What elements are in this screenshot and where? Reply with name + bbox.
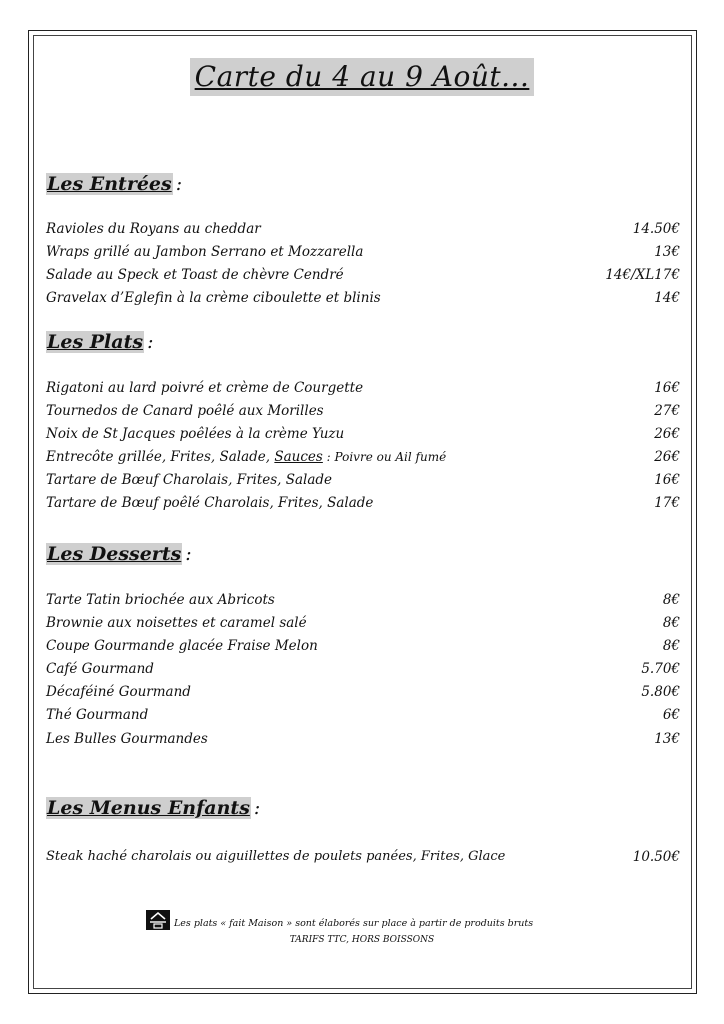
dish-name: Tartare de Bœuf poêlé Charolais, Frites, Salade xyxy=(46,495,374,511)
dish-name: Wraps grillé au Jambon Serrano et Mozzarella xyxy=(46,244,364,260)
menu-item xyxy=(46,446,680,468)
tarifs-note: TARIFS TTC, HORS BOISSONS xyxy=(289,935,435,945)
menu-item xyxy=(46,423,680,445)
menu-item xyxy=(46,241,680,263)
dish-price: 14€ xyxy=(654,290,680,306)
dish-name: Ravioles du Royans au cheddar xyxy=(46,221,261,237)
menu-item xyxy=(46,681,680,703)
menu-item xyxy=(46,846,680,868)
menu-item xyxy=(46,635,680,657)
section-heading-menus-enfants: Les Menus Enfants : xyxy=(47,797,261,819)
dish-name: Brownie aux noisettes et caramel salé xyxy=(46,615,307,631)
menu-item xyxy=(46,377,680,399)
menu-item xyxy=(46,287,680,309)
dish-name: Salade au Speck et Toast de chèvre Cendré xyxy=(46,267,344,283)
dish-price: 8€ xyxy=(662,592,680,608)
dish-name-main: Entrecôte grillée, Frites, Salade, xyxy=(46,449,271,465)
menu-item xyxy=(46,728,680,750)
dish-price: 16€ xyxy=(654,472,680,488)
dish-price: 17€ xyxy=(654,495,680,511)
dish-name: Café Gourmand xyxy=(46,661,154,677)
dish-price: 26€ xyxy=(654,426,680,442)
dish-price: 26€ xyxy=(654,449,680,465)
menu-item xyxy=(46,492,680,514)
dish-name: Noix de St Jacques poêlées à la crème Yuzu xyxy=(46,426,345,442)
dish-price: 27€ xyxy=(654,403,680,419)
dish-price: 6€ xyxy=(662,707,680,723)
dish-name: Gravelax d’Eglefin à la crème ciboulette et blinis xyxy=(46,290,381,306)
fait-maison-logo-icon xyxy=(146,910,170,930)
menu-item xyxy=(46,264,680,286)
dish-price: 14€/XL17€ xyxy=(605,267,680,283)
dish-price: 13€ xyxy=(654,731,680,747)
dish-price: 10.50€ xyxy=(632,849,680,865)
dish-name: Rigatoni au lard poivré et crème de Courgette xyxy=(46,380,364,396)
section-heading-desserts: Les Desserts : xyxy=(47,543,192,565)
section-heading-label: Les Menus Enfants xyxy=(47,797,250,819)
dish-name: Les Bulles Gourmandes xyxy=(46,731,208,747)
dish-price: 14.50€ xyxy=(632,221,680,237)
sauces-options: : Poivre ou Ail fumé xyxy=(322,450,447,464)
dish-name: Décaféiné Gourmand xyxy=(46,684,191,700)
dish-name: Thé Gourmand xyxy=(46,707,149,723)
menu-item xyxy=(46,704,680,726)
section-heading-label: Les Entrées xyxy=(47,173,172,195)
sauces-label: Sauces xyxy=(274,449,323,465)
section-heading-plats: Les Plats : xyxy=(47,331,154,353)
dish-price: 16€ xyxy=(654,380,680,396)
dish-name: Tournedos de Canard poêlé aux Morilles xyxy=(46,403,324,419)
dish-price: 8€ xyxy=(662,615,680,631)
dish-name: Tarte Tatin briochée aux Abricots xyxy=(46,592,275,608)
dish-price: 5.70€ xyxy=(641,661,680,677)
menu-item xyxy=(46,658,680,680)
dish-name: Coupe Gourmande glacée Fraise Melon xyxy=(46,638,318,654)
dish-name: Steak haché charolais ou aiguillettes de poulets panées, Frites, Glace xyxy=(46,849,506,864)
dish-name: Tartare de Bœuf Charolais, Frites, Salade xyxy=(46,472,333,488)
dish-price: 13€ xyxy=(654,244,680,260)
menu-title xyxy=(190,58,534,96)
dish-name xyxy=(46,446,446,468)
menu-title-text: Carte du 4 au 9 Août... xyxy=(194,60,530,93)
section-heading-label: Les Plats xyxy=(47,331,144,353)
dish-price: 5.80€ xyxy=(641,684,680,700)
menu-item xyxy=(46,469,680,491)
section-heading-entrees: Les Entrées : xyxy=(47,173,183,195)
menu-item xyxy=(46,400,680,422)
dish-price: 8€ xyxy=(662,638,680,654)
menu-item xyxy=(46,218,680,240)
menu-item xyxy=(46,589,680,611)
section-heading-label: Les Desserts xyxy=(47,543,182,565)
fait-maison-note: Les plats « fait Maison » sont élaborés sur place à partir de produits bruts xyxy=(174,918,534,929)
menu-item xyxy=(46,612,680,634)
